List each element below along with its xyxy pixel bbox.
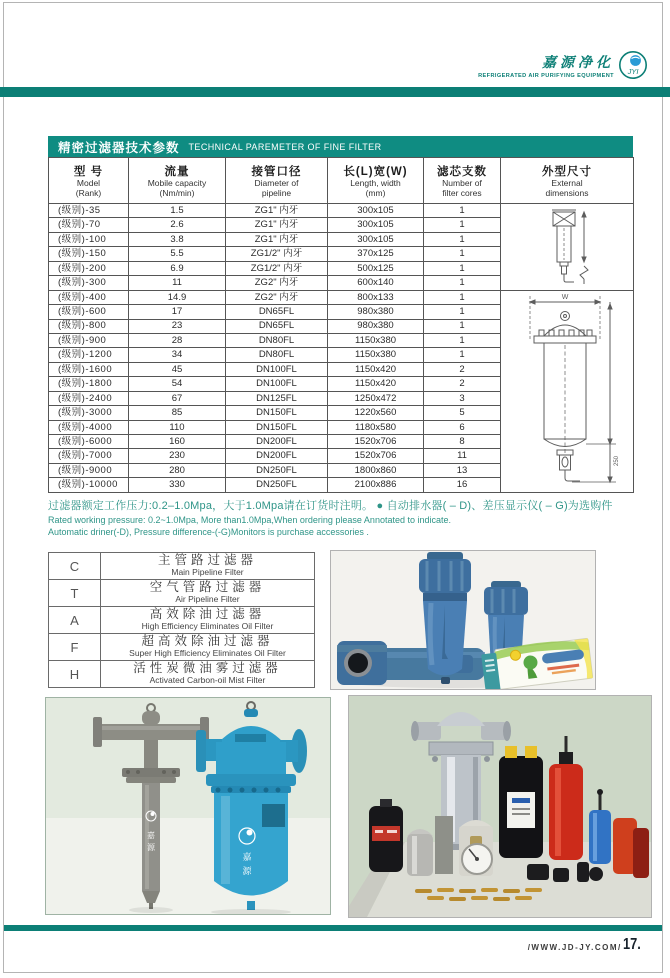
blue-filter-housings-illustration [331,551,595,689]
spec-row [49,204,634,218]
brand-logo [478,50,648,80]
spec-cell: 3.8 [129,232,226,246]
spec-cell: 1.5 [129,204,226,218]
spec-cell: 54 [129,377,226,391]
small-filter-drawing [501,204,633,291]
spec-cell: 1 [424,232,501,246]
spec-header-row [49,158,634,204]
pipeline-filters-illustration [46,698,330,914]
spec-cell: DN125FL [226,391,328,405]
spec-cell: 600x140 [328,276,424,290]
spec-cell: (级别)-3000 [49,406,129,420]
spec-cell: (级别)-9000 [49,463,129,477]
spec-cell: 8 [424,435,501,449]
spec-cell: 14.9 [129,290,226,304]
spec-cell: 13 [424,463,501,477]
spec-cell: (级别)-1600 [49,362,129,376]
spec-cell: 1 [424,276,501,290]
filter-type-row [49,580,315,607]
spec-cell: (级别)-70 [49,218,129,232]
note-chinese: 过滤器额定工作压力:0.2–1.0Mpa，大于1.0Mpa请在订货时注明。 ● 自动排水器( – D)、差压显示仪( – G)为选购件 [48,500,613,512]
spec-cell: DN100FL [226,362,328,376]
flanged-filter-drawing [501,291,633,492]
filter-type-name-chinese: 活性炭微油雾过滤器 [133,661,282,676]
brand-name-chinese: 嘉源净化 [542,55,614,71]
spec-cell: 300x105 [328,232,424,246]
filter-type-name-english: Activated Carbon-oil Mist Filter [149,675,266,686]
spec-cell: 6 [424,420,501,434]
filter-type-desc [101,553,315,580]
spec-cell: ZG1/2" 内牙 [226,261,328,275]
spec-cell: (级别)-400 [49,290,129,304]
filter-type-table-body [49,553,315,688]
spec-cell: 1 [424,290,501,304]
spec-cell: 1250x472 [328,391,424,405]
spec-section [48,136,633,493]
spec-cell: 67 [129,391,226,405]
filter-type-name-chinese: 高效除油过滤器 [149,607,266,622]
col-length-width: 长(L)宽(W) Length, width (mm) [328,158,424,204]
spec-cell: 23 [129,319,226,333]
spec-cell: (级别)-900 [49,333,129,347]
spec-cell: ZG1/2" 内牙 [226,247,328,261]
spec-cell: ZG2" 内牙 [226,290,328,304]
filter-type-name-english: Super High Efficiency Eliminates Oil Filter [129,648,286,659]
spec-cell: 2100x886 [328,478,424,493]
spec-cell: 1 [424,333,501,347]
filter-type-name-chinese: 超高效除油过滤器 [141,634,274,649]
filter-elements-illustration [349,696,651,917]
spec-cell: 16 [424,478,501,493]
silver-canister-illustration [407,829,433,876]
footer [528,936,645,954]
spec-cell: (级别)-1800 [49,377,129,391]
pressure-gauge-illustration [462,844,492,874]
spec-cell: 500x125 [328,261,424,275]
spec-table-title [48,136,633,157]
spec-cell: (级别)-200 [49,261,129,275]
filter-type-row [49,634,315,661]
filter-type-desc [101,580,315,607]
spec-cell: 1 [424,247,501,261]
spec-cell: (级别)-300 [49,276,129,290]
spec-cell: 1220x560 [328,406,424,420]
spec-cell: 1 [424,204,501,218]
spec-cell: 5 [424,406,501,420]
spec-cell: 1 [424,319,501,333]
svg-text:嘉: 嘉 [147,831,155,840]
col-capacity: 流量 Mobile capacity (Nm/min) [129,158,226,204]
spec-cell: 1520x706 [328,435,424,449]
spec-cell: (级别)-800 [49,319,129,333]
jyi-logo-icon [618,50,648,80]
svg-text:250: 250 [614,455,620,466]
filter-type-row [49,553,315,580]
spec-cell: 17 [129,305,226,319]
spec-cell: DN200FL [226,435,328,449]
spec-cell: ZG1" 内牙 [226,218,328,232]
spec-cell: DN150FL [226,406,328,420]
spec-cell: 1 [424,261,501,275]
page-number: 17. [622,936,641,953]
filter-elements-photo [348,695,652,918]
spec-cell: (级别)-6000 [49,435,129,449]
spec-cell: 85 [129,406,226,420]
spec-cell: 1 [424,348,501,362]
spec-cell: DN200FL [226,449,328,463]
spec-cell: (级别)-100 [49,232,129,246]
col-model: 型 号 Model (Rank) [49,158,129,204]
spec-cell: 11 [129,276,226,290]
spec-cell: 980x380 [328,319,424,333]
spec-cell: 980x380 [328,305,424,319]
svg-text:嘉: 嘉 [242,852,252,862]
spec-cell: 800x133 [328,290,424,304]
spec-cell: 230 [129,449,226,463]
black-cylinder-illustration [499,746,543,858]
col-filter-cores: 滤芯支数 Number of filter cores [424,158,501,204]
svg-text:源: 源 [242,866,252,876]
svg-text:源: 源 [147,843,155,852]
filter-type-code: T [49,580,101,607]
dimensions-cell [501,204,634,493]
spec-table-body [49,204,634,493]
spec-cell: 28 [129,333,226,347]
spec-cell: 1520x706 [328,449,424,463]
filter-type-name-chinese: 空气管路过滤器 [149,580,266,595]
spec-cell: 110 [129,420,226,434]
spec-cell: 11 [424,449,501,463]
spec-cell: 3 [424,391,501,405]
filter-type-name-english: Air Pipeline Filter [175,594,240,605]
spec-title-chinese: 精密过滤器技术参数 [58,140,180,155]
spec-cell: 330 [129,478,226,493]
spec-cell: 1150x420 [328,362,424,376]
spec-cell: 160 [129,435,226,449]
spec-cell: (级别)-4000 [49,420,129,434]
filter-type-code: A [49,607,101,634]
spec-cell: 300x105 [328,218,424,232]
filter-type-name-english: Main Pipeline Filter [171,567,244,578]
brand-name-english: REFRIGERATED AIR PURIFYING EQUIPMENT [478,72,614,79]
spec-cell: 1 [424,218,501,232]
mesh-element-illustration [435,816,453,874]
spec-cell: 2 [424,377,501,391]
spec-cell: 1150x380 [328,333,424,347]
bottom-teal-band [4,925,662,931]
spec-cell: DN150FL [226,420,328,434]
spec-cell: (级别)-10000 [49,478,129,493]
col-dimensions: 外型尺寸 External dimensions [501,158,634,204]
blue-filter-housings-photo [330,550,596,690]
note-english-2: Automatic driner(-D), Pressure difference-(-G)Monitors is purchase accessories . [48,526,369,537]
spec-cell: DN65FL [226,319,328,333]
spec-cell: 300x105 [328,204,424,218]
spec-cell: ZG1" 内牙 [226,204,328,218]
black-canister-illustration [369,799,403,872]
spec-cell: 34 [129,348,226,362]
col-diameter: 接管口径 Diameter of pipeline [226,158,328,204]
filter-type-table [48,552,315,688]
svg-text:W: W [561,293,569,301]
spec-cell: 1 [424,305,501,319]
spec-cell: (级别)-2400 [49,391,129,405]
spec-cell: 1150x420 [328,377,424,391]
spec-cell: ZG2" 内牙 [226,276,328,290]
note-english-1: Rated working pressure: 0.2~1.0Mpa, More than1.0Mpa,When ordering please Annotated to indicate. [48,515,451,525]
dark-red-element-illustration [633,828,649,878]
filter-type-code: H [49,661,101,688]
spec-cell: ZG1" 内牙 [226,232,328,246]
spec-cell: 5.5 [129,247,226,261]
spec-cell: 2.6 [129,218,226,232]
filter-type-code: C [49,553,101,580]
spec-cell: (级别)-150 [49,247,129,261]
spec-cell: (级别)-1200 [49,348,129,362]
spec-cell: DN250FL [226,463,328,477]
spec-cell: (级别)-600 [49,305,129,319]
top-teal-band [0,87,670,97]
filter-type-name-english: High Efficiency Eliminates Oil Filter [141,621,274,632]
spec-cell: 1800x860 [328,463,424,477]
spec-cell: DN80FL [226,333,328,347]
filter-type-row [49,607,315,634]
filter-type-row [49,661,315,688]
pipeline-filters-photo [45,697,331,915]
spec-cell: 280 [129,463,226,477]
spec-cell: (级别)-7000 [49,449,129,463]
spec-cell: DN65FL [226,305,328,319]
spec-cell: 1180x580 [328,420,424,434]
footer-url: /WWW.JD-JY.COM/ [527,943,622,952]
spec-cell: 370x125 [328,247,424,261]
notes [48,497,636,538]
spec-cell: (级别)-35 [49,204,129,218]
spec-cell: 6.9 [129,261,226,275]
filter-type-code: F [49,634,101,661]
spec-cell: 2 [424,362,501,376]
filter-type-name-chinese: 主管路过滤器 [157,553,257,568]
filter-type-desc [101,634,315,661]
spec-cell: DN250FL [226,478,328,493]
filter-type-desc [101,607,315,634]
spec-cell: 1150x380 [328,348,424,362]
spec-table [48,157,634,493]
spec-cell: DN100FL [226,377,328,391]
svg-text:JYI: JYI [627,67,639,76]
spec-title-english: TECHNICAL PAREMETER OF FINE FILTER [188,141,382,152]
spec-cell: 45 [129,362,226,376]
spec-cell: DN80FL [226,348,328,362]
filter-type-desc [101,661,315,688]
